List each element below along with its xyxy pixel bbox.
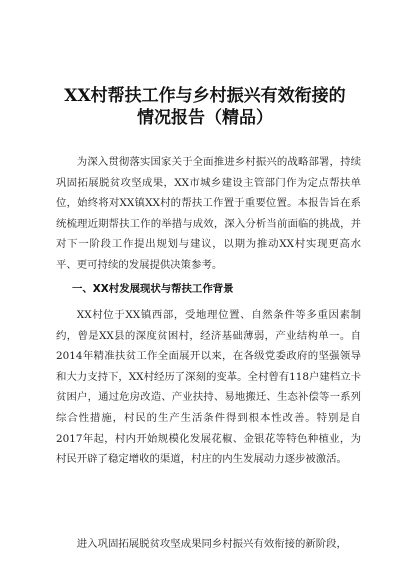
document-title-line-1: XX村帮扶工作与乡村振兴有效衔接的 <box>64 86 346 106</box>
intro-paragraph: 为深入贯彻落实国家关于全面推进乡村振兴的战略部署，持续巩固拓展脱贫攻坚成果，XX市城乡建设主管部门作为定点帮扶单位，始终将对XX镇XX村的帮扶工作置于重要位置。本报告旨在系统梳理近期帮扶工作的举措与成效，深入分析当前面临的挑战，并对下一阶段工作提出规划与建议，以期为推动XX村实现更高水平、更可持续的发展提供决策参考。 <box>56 156 361 271</box>
section-heading: 一、XX村发展现状与帮扶工作背景 <box>72 283 234 295</box>
document-title-line-2: 情况报告（精品） <box>137 108 273 128</box>
continuation-paragraph: 进入巩固拓展脱贫攻坚成果同乡村振兴有效衔接的新阶段， <box>76 538 347 550</box>
background-paragraph: XX村位于XX镇西部，受地理位置、自然条件等多重因素制约，曾是XX县的深度贫困村，经济基础薄弱，产业结构单一。自2014年精准扶贫工作全面展开以来，在各级党委政府的坚强领导和大力支持下，XX村经历了深刻的变革。全村曾有118户建档立卡贫困户，通过危房改造、产业扶持、易地搬迁、生态补偿等一系列综合性措施，村民的生产生活条件得到根本性改善。特别是自2017年起，村内开始规模化发展花椒、金银花等特色种植业，为村民开辟了稳定增收的渠道，村庄的内生发展动力逐步被激活。 <box>56 309 361 466</box>
